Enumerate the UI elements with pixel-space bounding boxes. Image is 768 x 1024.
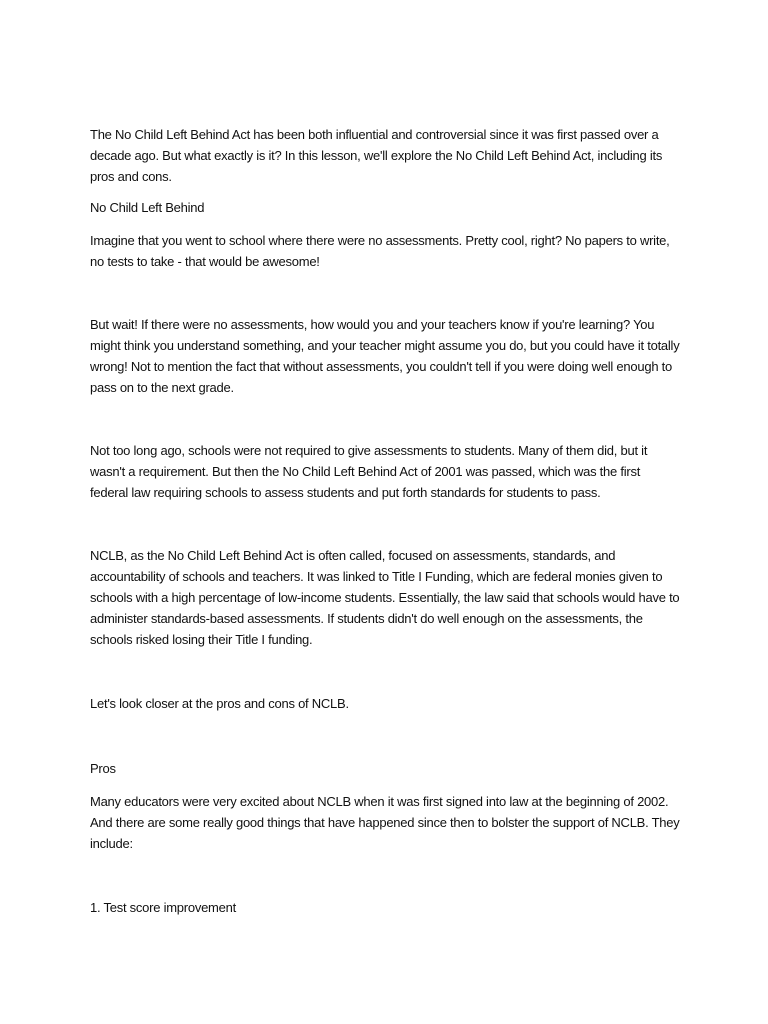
list-item-test-score: 1. Test score improvement [90,900,236,915]
paragraph-not-too-long: Not too long ago, schools were not required to give assessments to students. Many of them did, but it wasn't a requirement. But then the No Child Left Behind Act of 2001 was passed, which was the first federal law requiring schools to assess students and put forth standards for students to pass. [90,443,648,500]
paragraph-but-wait: But wait! If there were no assessments, how would you and your teachers know if you're learning? You might think you understand something, and your teacher might assume you do, but you could have it totally wrong! Not to mention the fact that without assessments, you couldn't tell if you were doing well enough to pass on to the next grade. [90,317,680,395]
paragraph-educators: Many educators were very excited about NCLB when it was first signed into law at the beginning of 2002. And there are some really good things that have happened since then to bolster the support of NCLB. They include: [90,794,680,851]
paragraph-nclb-description: NCLB, as the No Child Left Behind Act is often called, focused on assessments, standards, and accountability of schools and teachers. It was linked to Title I Funding, which are federal monies given to schools with a high percentage of low-income students. Essentially, the law said that schools would have to administer standards-based assessments. If students didn't do well enough on the assessments, the schools risked losing their Title I funding. [90,548,680,647]
intro-paragraph: The No Child Left Behind Act has been both influential and controversial since it was first passed over a decade ago. But what exactly is it? In this lesson, we'll explore the No Child Left Behind Act, including its pros and cons. [90,127,663,184]
section-heading-pros: Pros [90,761,116,776]
paragraph-look-closer: Let's look closer at the pros and cons of NCLB. [90,696,349,711]
section-heading-nclb: No Child Left Behind [90,200,205,215]
paragraph-imagine: Imagine that you went to school where there were no assessments. Pretty cool, right? No papers to write, no tests to take - that would be awesome! [90,233,670,269]
